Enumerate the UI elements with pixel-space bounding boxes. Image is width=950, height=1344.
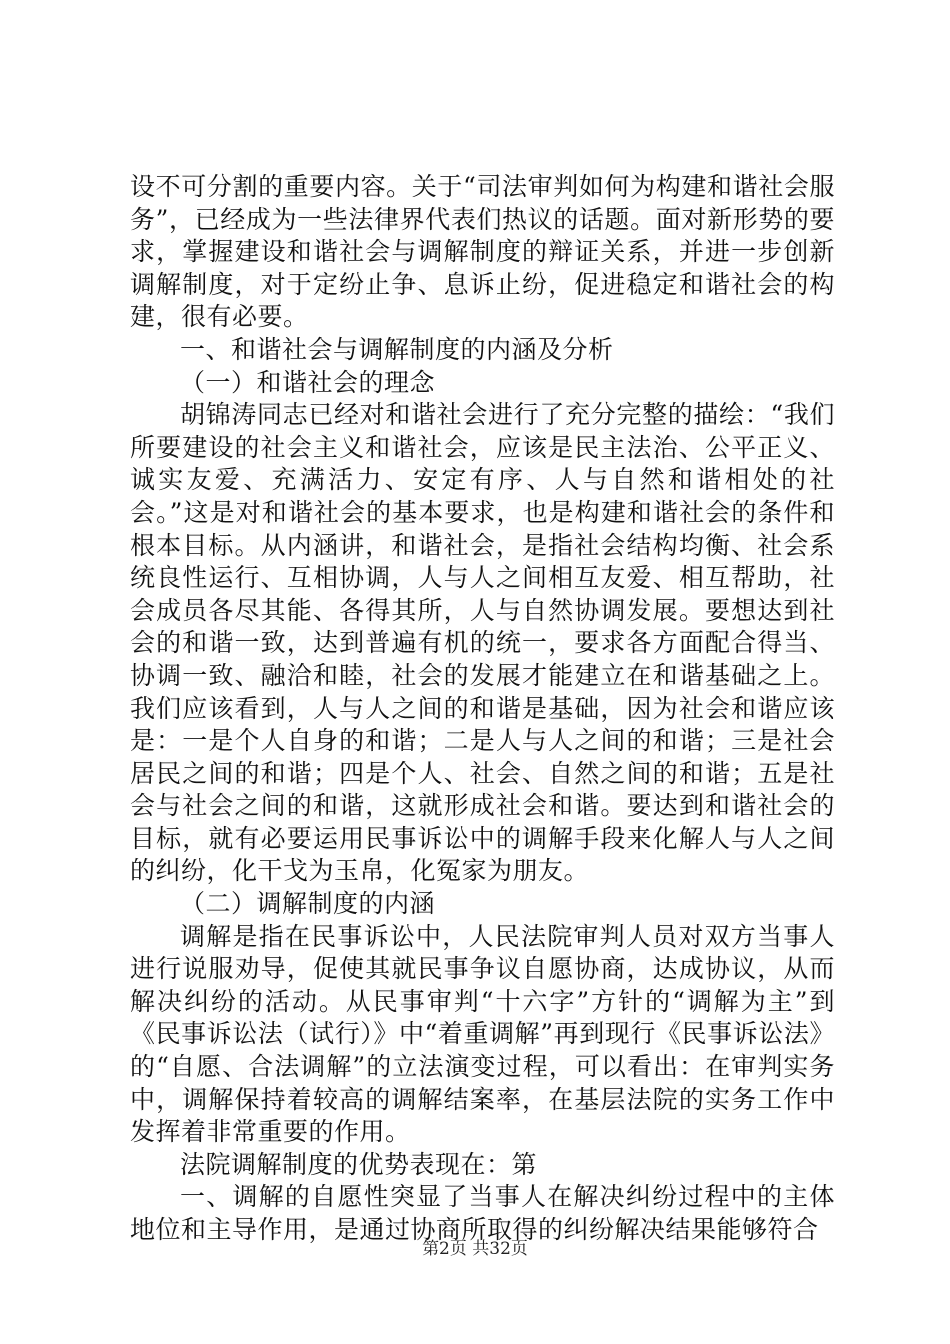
page-footer: 第2页 共32页 <box>422 1239 528 1259</box>
paragraph-harmonious-society: 胡锦涛同志已经对和谐社会进行了充分完整的描绘：“我们所要建设的社会主义和谐社会，应该是民主法治、公平正义、诚实友爱、充满活力、安定有序、人与自然和谐相处的社会。”这是对和谐社会的基本要求，也是构建和谐社会的条件和根本目标。从内涵讲，和谐社会，是指社会结构均衡、社会系统良性运行、互相协调，人与人之间相互友爱、相互帮助，社会成员各尽其能、各得其所，人与自然协调发展。要想达到社会的和谐一致，达到普遍有机的统一，要求各方面配合得当、协调一致、融洽和睦，社会的发展才能建立在和谐基础之上。我们应该看到，人与人之间的和谐是基础，因为社会和谐应该是：一是个人自身的和谐；二是人与人之间的和谐；三是社会居民之间的和谐；四是个人、社会、自然之间的和谐；五是社会与社会之间的和谐，这就形成社会和谐。要达到和谐社会的目标，就有必要运用民事诉讼中的调解手段来化解人与人之间的纠纷，化干戈为玉帛，化冤家为朋友。 <box>130 400 835 886</box>
subsection-heading-harmonious-society: （一）和谐社会的理念 <box>180 367 436 397</box>
paragraph-mediation: 调解是指在民事诉讼中，人民法院审判人员对双方当事人进行说服劝导，促使其就民事争议自愿协商，达成协议，从而解决纠纷的活动。从民事审判“十六字”方针的“调解为主”到《民事诉讼法（试行）》中“着重调解”再到现行《民事诉讼法》的“自愿、合法调解”的立法演变过程，可以看出：在审判实务中，调解保持着较高的调解结案率，在基层法院的实务工作中发挥着非常重要的作用。 <box>130 921 835 1147</box>
page-body <box>130 171 835 1247</box>
paragraph-advantages: 法院调解制度的优势表现在：第 <box>180 1149 538 1179</box>
subsection-heading-mediation: （二）调解制度的内涵 <box>180 889 436 919</box>
section-heading-1: 一、和谐社会与调解制度的内涵及分析 <box>180 334 614 364</box>
paragraph-intro-continued: 设不可分割的重要内容。关于“司法审判如何为构建和谐社会服务”，已经成为一些法律界代表们热议的话题。面对新形势的要求，掌握建设和谐社会与调解制度的辩证关系，并进一步创新调解制度，对于定纷止争、息诉止纷，促进稳定和谐社会的构建，很有必要。 <box>130 172 835 332</box>
paragraph-advantage-one: 一、调解的自愿性突显了当事人在解决纠纷过程中的主体地位和主导作用，是通过协商所取得的纠纷解决结果能够符合 <box>130 1182 835 1244</box>
